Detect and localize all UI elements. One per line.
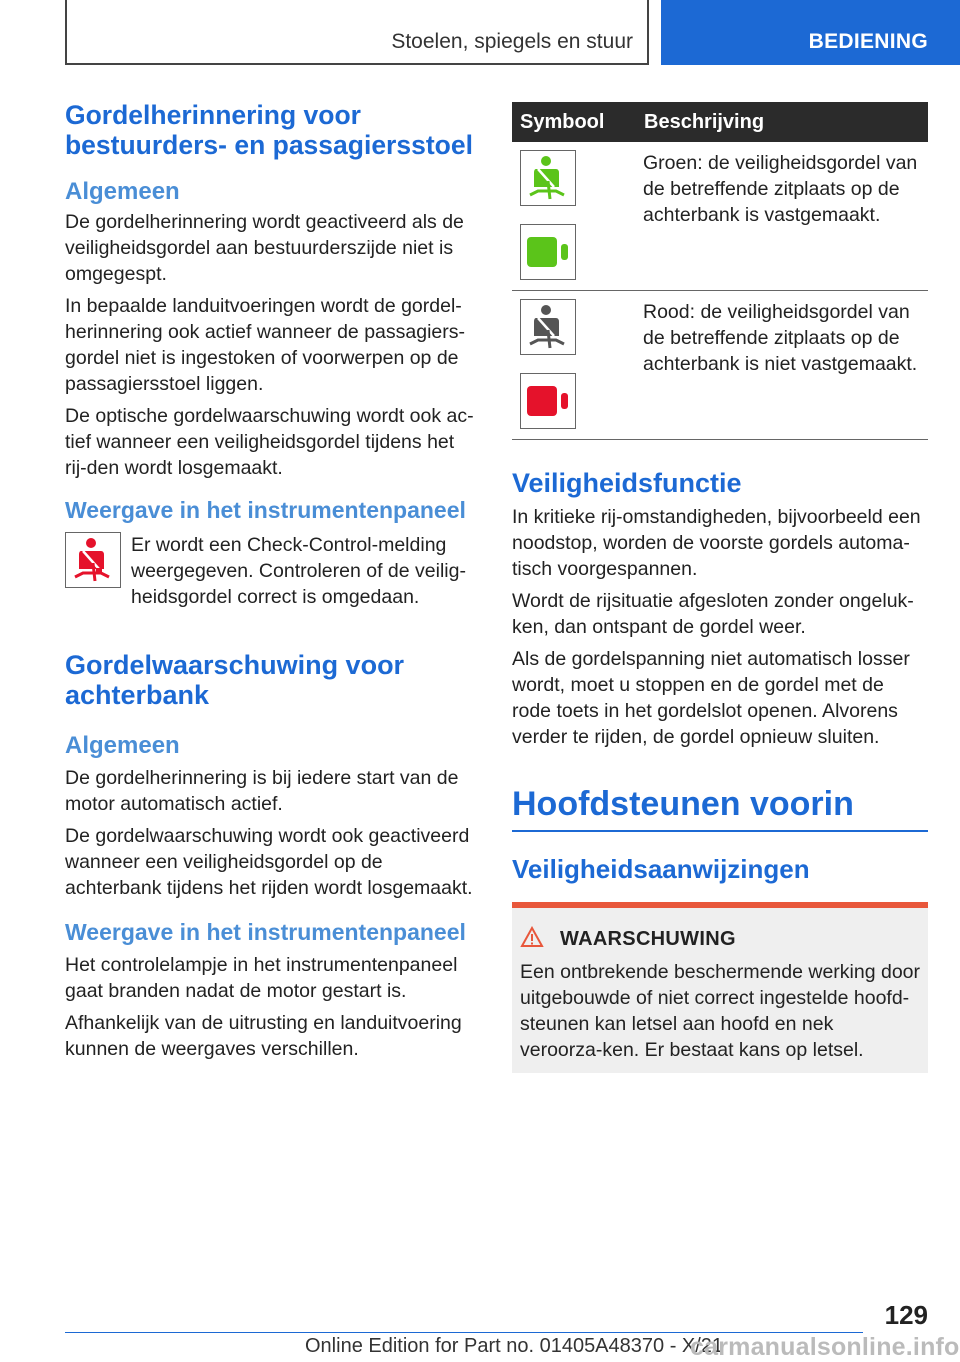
paragraph: Wordt de rijsituatie afgesloten zonder ongeluk-ken, dan ontspant de gordel weer. bbox=[512, 590, 914, 638]
heading-seatbelt-reminder-front: Gordelherinnering voor bestuurders- en passagiersstoel bbox=[65, 100, 473, 160]
warning-header bbox=[520, 926, 920, 953]
table-header-row bbox=[512, 102, 928, 142]
subheading-instrument-display-1: Weergave in het instrumentenpaneel bbox=[65, 497, 466, 523]
paragraph: Afhankelijk van de uitrusting en landuitvoering kunnen de weergaves verschillen. bbox=[65, 1012, 462, 1060]
left-column bbox=[65, 100, 475, 1062]
table-row bbox=[512, 291, 928, 440]
symbol-cell bbox=[512, 142, 636, 291]
paragraph: De gordelherinnering wordt geactiveerd als de veiligheidsgordel aan bestuurderszijde niet is omgegespt. bbox=[65, 211, 464, 285]
heading-front-headrests: Hoofdsteunen voorin bbox=[512, 785, 854, 823]
paragraph: In bepaalde landuitvoeringen wordt de gordel-herinnering ook actief wanneer de passagiers-gordel niet is ingestoken of voorwerpen op de passagiersstoel liggen. bbox=[65, 295, 465, 395]
paragraph: Het controlelampje in het instrumentenpaneel gaat branden nadat de motor gestart is. bbox=[65, 954, 458, 1002]
paragraph: De gordelwaarschuwing wordt ook geactiveerd wanneer een veiligheidsgordel op de achterbank tijdens het rijden wordt losgemaakt. bbox=[65, 825, 473, 899]
chapter-tab-label: BEDIENING bbox=[808, 30, 928, 53]
right-column bbox=[512, 102, 928, 1073]
page-number: 129 bbox=[884, 1300, 928, 1330]
table-row bbox=[512, 142, 928, 291]
check-control-text: Er wordt een Check-Control-melding weergegeven. Controleren of de veilig-heidsgordel correct is omgedaan. bbox=[131, 534, 466, 608]
paragraph: De optische gordelwaarschuwing wordt ook ac-tief wanneer een veiligheidsgordel tijdens het rij-den wordt losgemaakt. bbox=[65, 405, 474, 479]
paragraph: In kritieke rij-omstandigheden, bijvoorbeeld een noodstop, worden de voorste gordels automa-tisch voorgespannen. bbox=[512, 506, 921, 580]
heading-safety-function: Veiligheidsfunctie bbox=[512, 468, 742, 498]
chapter-tab[interactable] bbox=[661, 0, 960, 65]
heading-seatbelt-warning-rear: Gordelwaarschuwing voor achterbank bbox=[65, 650, 405, 710]
watermark: carmanualsonline.info bbox=[690, 1333, 960, 1361]
paragraph: Als de gordelspanning niet automatisch losser wordt, moet u stoppen en de gordel met de rode toets in het gordelslot openen. Alvorens verder te rijden, de gordel opnieuw sluiten. bbox=[512, 648, 910, 748]
subheading-safety-notes: Veiligheidsaanwijzingen bbox=[512, 854, 810, 884]
symbol-cell bbox=[512, 291, 636, 440]
rear-seat-green-icon bbox=[520, 224, 576, 280]
heading-underline bbox=[512, 830, 928, 832]
seatbelt-warning-icon bbox=[65, 532, 121, 588]
subheading-general-2: Algemeen bbox=[65, 732, 180, 759]
column-header-symbol: Symbool bbox=[512, 102, 636, 142]
warning-label: WAARSCHUWING bbox=[560, 928, 736, 950]
seatbelt-grey-icon bbox=[520, 299, 576, 355]
footer-edition: Online Edition for Part no. 01405A48370 - X/21 bbox=[305, 1335, 724, 1357]
column-header-description: Beschrijving bbox=[636, 102, 928, 142]
seatbelt-green-icon bbox=[520, 150, 576, 206]
description-text: Groen: de veiligheidsgordel van de betreffende zitplaats op de achterbank is vastgemaakt. bbox=[643, 152, 918, 226]
symbol-table bbox=[512, 102, 928, 440]
warning-triangle-icon bbox=[520, 926, 544, 953]
warning-text: Een ontbrekende beschermende werking door uitgebouwde of niet correct ingestelde hoofd-steunen kan letsel aan hoofd en nek veroorza-ken. Er bestaat kans op letsel. bbox=[520, 961, 921, 1061]
description-cell bbox=[636, 142, 928, 291]
paragraph: De gordelherinnering is bij iedere start van de motor automatisch actief. bbox=[65, 767, 459, 815]
rear-seat-red-icon bbox=[520, 373, 576, 429]
subheading-instrument-display-2: Weergave in het instrumentenpaneel bbox=[65, 919, 466, 945]
header-section-box bbox=[65, 0, 649, 65]
section-title: Stoelen, spiegels en stuur bbox=[391, 30, 633, 53]
warning-box bbox=[512, 902, 928, 1073]
description-text: Rood: de veiligheidsgordel van de betreffende zitplaats op de achterbank is niet vastgemaakt. bbox=[643, 301, 918, 375]
description-cell bbox=[636, 291, 928, 440]
check-control-row bbox=[65, 532, 475, 610]
subheading-general-1: Algemeen bbox=[65, 178, 180, 205]
